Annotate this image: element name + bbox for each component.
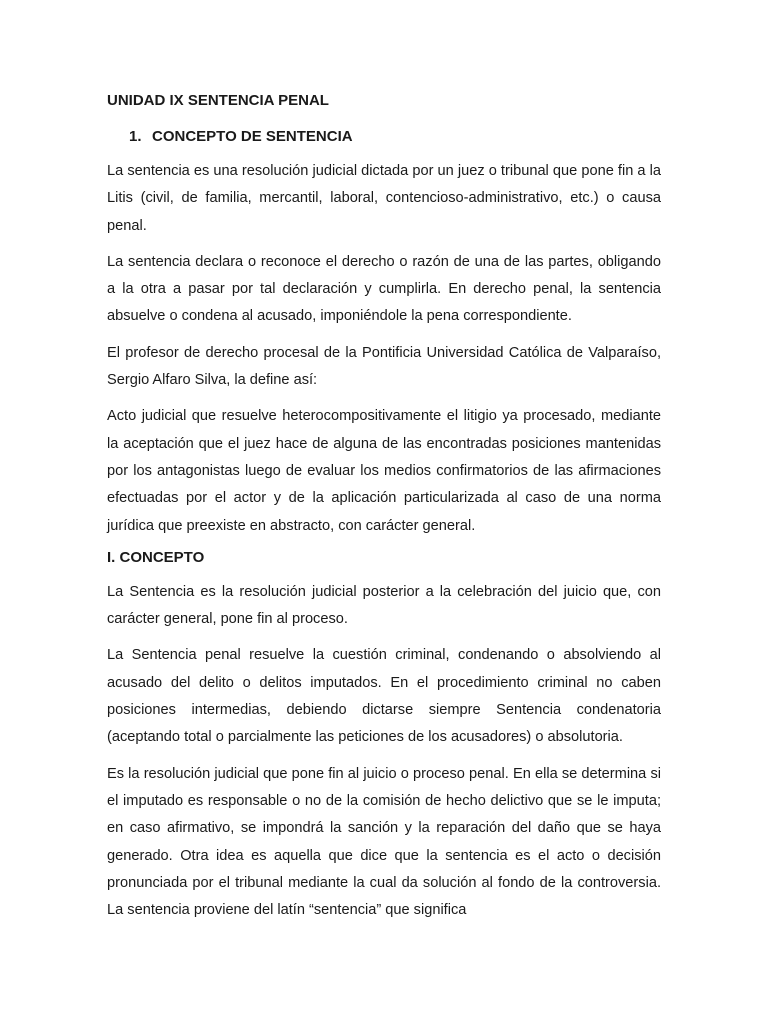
paragraph: El profesor de derecho procesal de la Pontificia Universidad Católica de Valparaíso, Sergio Alfaro Silva, la define así: xyxy=(107,344,661,389)
paragraph: Es la resolución judicial que pone fin al juicio o proceso penal. En ella se determina si el imputado es responsable o no de la comisión de hecho delictivo que se le imputa; en caso afirmativo, se impondrá la sanción y la reparación del daño que se haya generado. Otra idea es aquella que dice que la sentencia es el acto o decisión pronunciada por el tribunal mediante la cual da solución al fondo de la controversia. La sentencia proviene del latín “sentencia” que significa xyxy=(107,765,661,919)
section-subtitle xyxy=(129,128,661,146)
section-heading: I. CONCEPTO xyxy=(107,548,205,566)
paragraph: La sentencia es una resolución judicial dictada por un juez o tribunal que pone fin a la Litis (civil, de familia, mercantil, laboral, contencioso-administrativo, etc.) o causa penal. xyxy=(107,163,661,234)
paragraph: La sentencia declara o reconoce el derecho o razón de una de las partes, obligando a la otra a pasar por tal declaración y cumplirla. En derecho penal, la sentencia absuelve o condena al acusado, imponiéndole la pena correspondiente. xyxy=(107,253,661,325)
document-title: UNIDAD IX SENTENCIA PENAL xyxy=(107,92,329,109)
paragraph: La Sentencia penal resuelve la cuestión criminal, condenando o absolviendo al acusado del delito o delitos imputados. En el procedimiento criminal no caben posiciones intermedias, debiendo dictarse siempre Sentencia condenatoria (aceptando total o parcialmente las peticiones de los acusadores) o absolutoria. xyxy=(107,647,661,746)
paragraph: La Sentencia es la resolución judicial posterior a la celebración del juicio que, con carácter general, pone fin al proceso. xyxy=(107,583,661,628)
paragraph: Acto judicial que resuelve heterocompositivamente el litigio ya procesado, mediante la aceptación que el juez hace de alguna de las encontradas posiciones mantenidas por los antagonistas luego de evaluar los medios confirmatorios de las afirmaciones efectuadas por el actor y de la aplicación particularizada al caso de una norma jurídica que preexiste en abstracto, con carácter general. xyxy=(107,408,661,534)
subtitle-number: 1. xyxy=(129,128,142,145)
subtitle-text: CONCEPTO DE SENTENCIA xyxy=(152,128,353,145)
